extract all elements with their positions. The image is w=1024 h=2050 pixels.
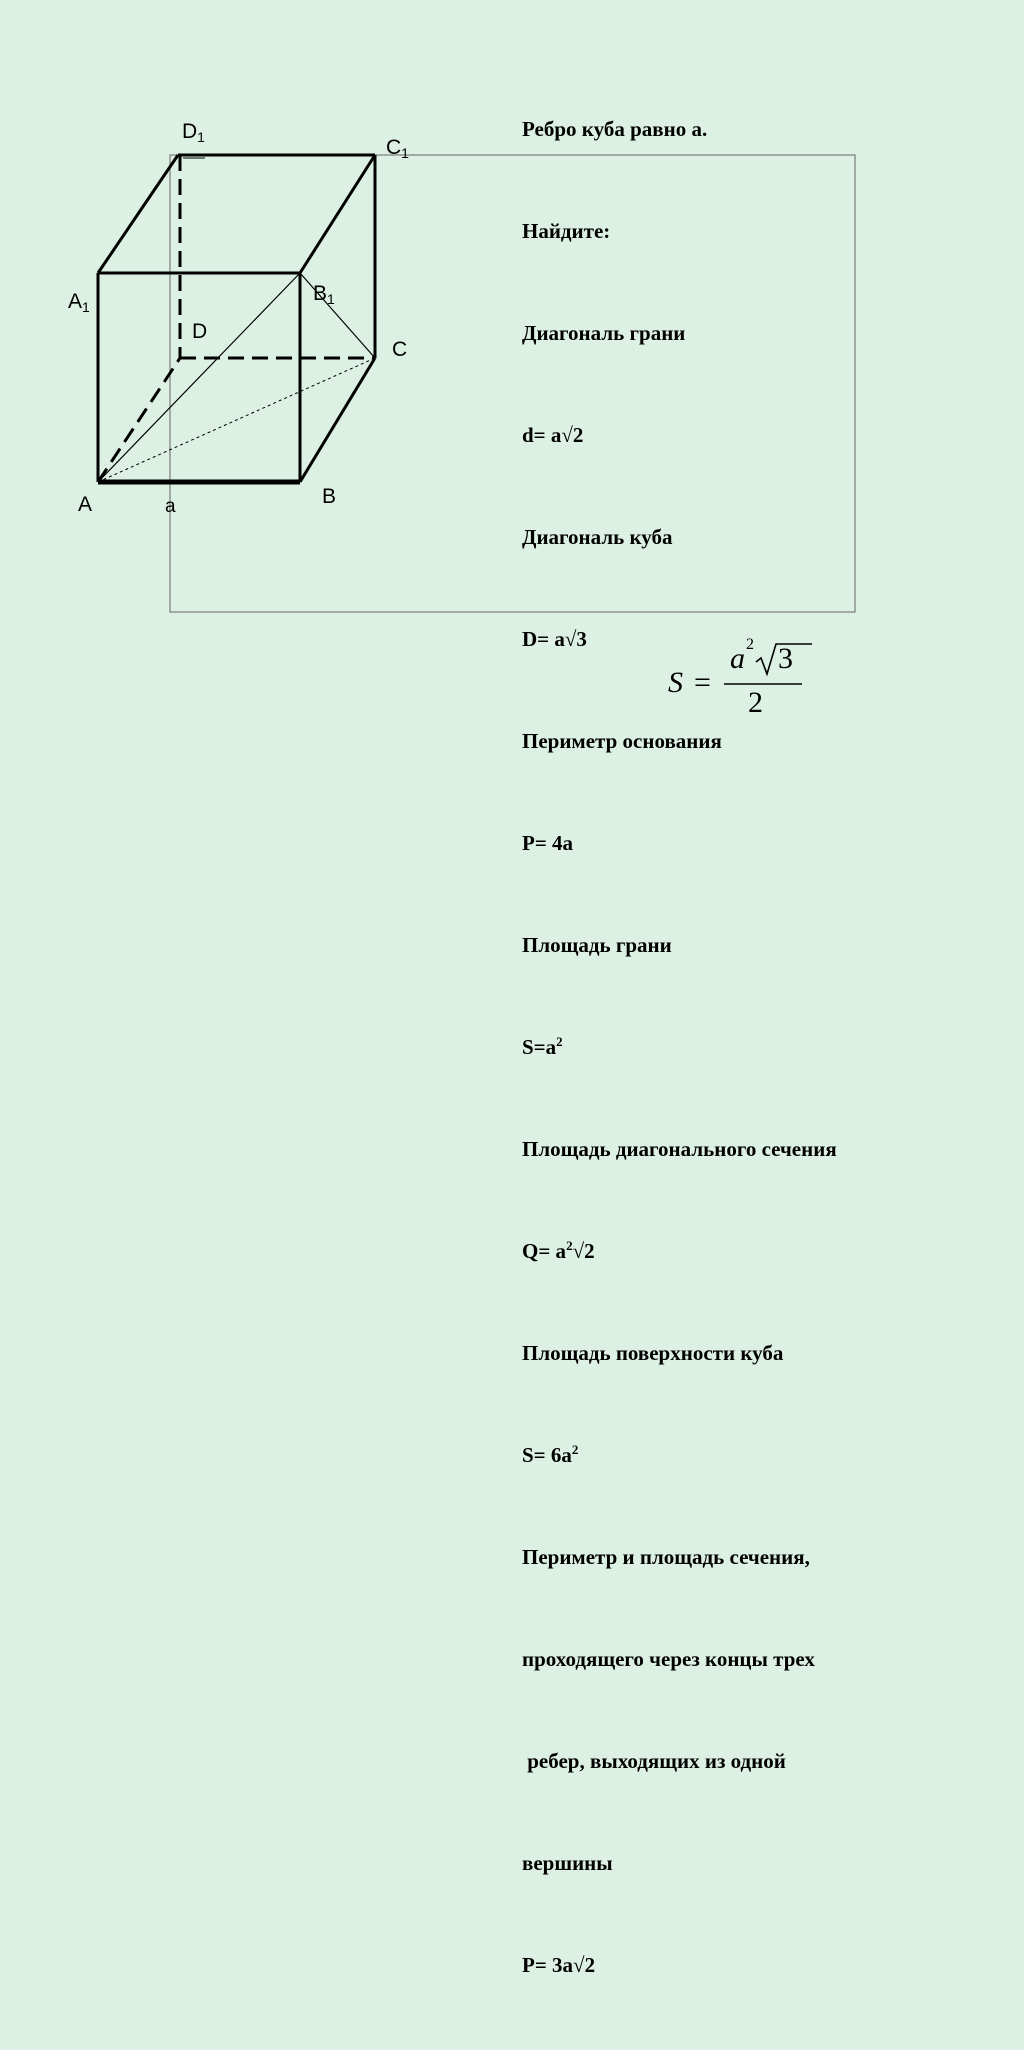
text-line — [522, 1132, 837, 1166]
text-line — [522, 1030, 837, 1064]
vertex-label-a1 — [68, 290, 90, 315]
vertex-c1-sub: 1 — [401, 145, 409, 161]
diagonal-a-b1 — [98, 273, 300, 482]
line-text: ребер, выходящих из одной — [522, 1749, 786, 1773]
vertex-d1-sub: 1 — [197, 129, 205, 145]
formula-numerator-root: 3 — [778, 642, 793, 675]
vertex-a1-sub: 1 — [82, 299, 90, 315]
line-text: Q= а — [522, 1239, 567, 1263]
vertex-b-base: B — [322, 485, 337, 508]
line-text: Диагональ куба — [522, 525, 673, 549]
vertex-label-a — [78, 493, 92, 517]
text-line — [522, 1744, 837, 1778]
vertex-b1-base: B — [313, 282, 328, 305]
line-text: Ребро куба равно а. — [522, 117, 708, 141]
text-line — [522, 316, 837, 350]
vertex-d1-base: D — [182, 120, 198, 143]
vertex-label-c1 — [386, 136, 409, 161]
line-text: проходящего через концы трех — [522, 1647, 815, 1671]
fraction-bar — [724, 682, 804, 686]
vertex-b1-sub: 1 — [327, 291, 335, 307]
vertex-d-base: D — [192, 320, 208, 343]
line-text: d= а√2 — [522, 423, 584, 447]
diagonal-b1-c — [300, 273, 375, 358]
task-text-panel — [522, 44, 837, 2050]
line-text: Периметр и площадь сечения, — [522, 1545, 810, 1569]
text-line — [522, 418, 837, 452]
formula-denominator: 2 — [748, 686, 763, 719]
line-text: S=а — [522, 1035, 557, 1059]
formula-equals: = — [694, 666, 711, 699]
vertex-c-base: C — [392, 338, 408, 361]
formula-numerator-var: a — [730, 642, 745, 675]
vertex-a1-base: A — [68, 290, 83, 313]
text-line — [522, 112, 837, 146]
line-text: вершины — [522, 1851, 613, 1875]
text-line — [522, 826, 837, 860]
vertex-label-d1 — [182, 120, 205, 145]
vertex-label-b1 — [313, 282, 335, 307]
text-line — [522, 1540, 837, 1574]
line-tail: √2 — [572, 1239, 595, 1263]
line-sup: 2 — [571, 1442, 579, 1457]
line-text: Р= 3а√2 — [522, 1953, 596, 1977]
line-text: Р= 4а — [522, 831, 574, 855]
text-line — [522, 520, 837, 554]
line-text: Площадь грани — [522, 933, 672, 957]
line-text: Диагональ грани — [522, 321, 686, 345]
text-line — [522, 1336, 837, 1370]
line-text: Периметр основания — [522, 729, 722, 753]
text-line — [522, 928, 837, 962]
edge-b-c — [300, 358, 375, 482]
formula-numerator-exp: 2 — [746, 636, 754, 653]
vertex-label-d — [192, 320, 207, 344]
line-text: Найдите: — [522, 219, 611, 243]
vertex-a-base: A — [78, 493, 93, 516]
edge-length-base: a — [165, 496, 176, 517]
text-line — [522, 1642, 837, 1676]
text-line — [522, 724, 837, 758]
line-sup: 2 — [556, 1034, 563, 1049]
vertex-c1-base: C — [386, 136, 402, 159]
line-sup: 2 — [566, 1238, 573, 1253]
vertex-label-c — [392, 338, 407, 362]
edge-a-d-hidden — [98, 358, 180, 482]
edge-b1-c1 — [300, 155, 375, 273]
line-text: S= 6а — [522, 1443, 572, 1467]
vertex-label-b — [322, 485, 336, 509]
edge-a1-d1 — [98, 155, 178, 273]
line-text: Площадь диагонального сечения — [522, 1137, 837, 1161]
text-line — [522, 1948, 837, 1982]
line-text: D= а√3 — [522, 627, 587, 651]
text-line — [522, 1234, 837, 1268]
edge-length-label — [165, 496, 176, 518]
formula-lhs: S — [668, 666, 683, 699]
text-line — [522, 1846, 837, 1880]
cube-diagram — [0, 0, 1024, 767]
text-line — [522, 214, 837, 248]
line-text: Площадь поверхности куба — [522, 1341, 784, 1365]
text-line — [522, 1438, 837, 1472]
